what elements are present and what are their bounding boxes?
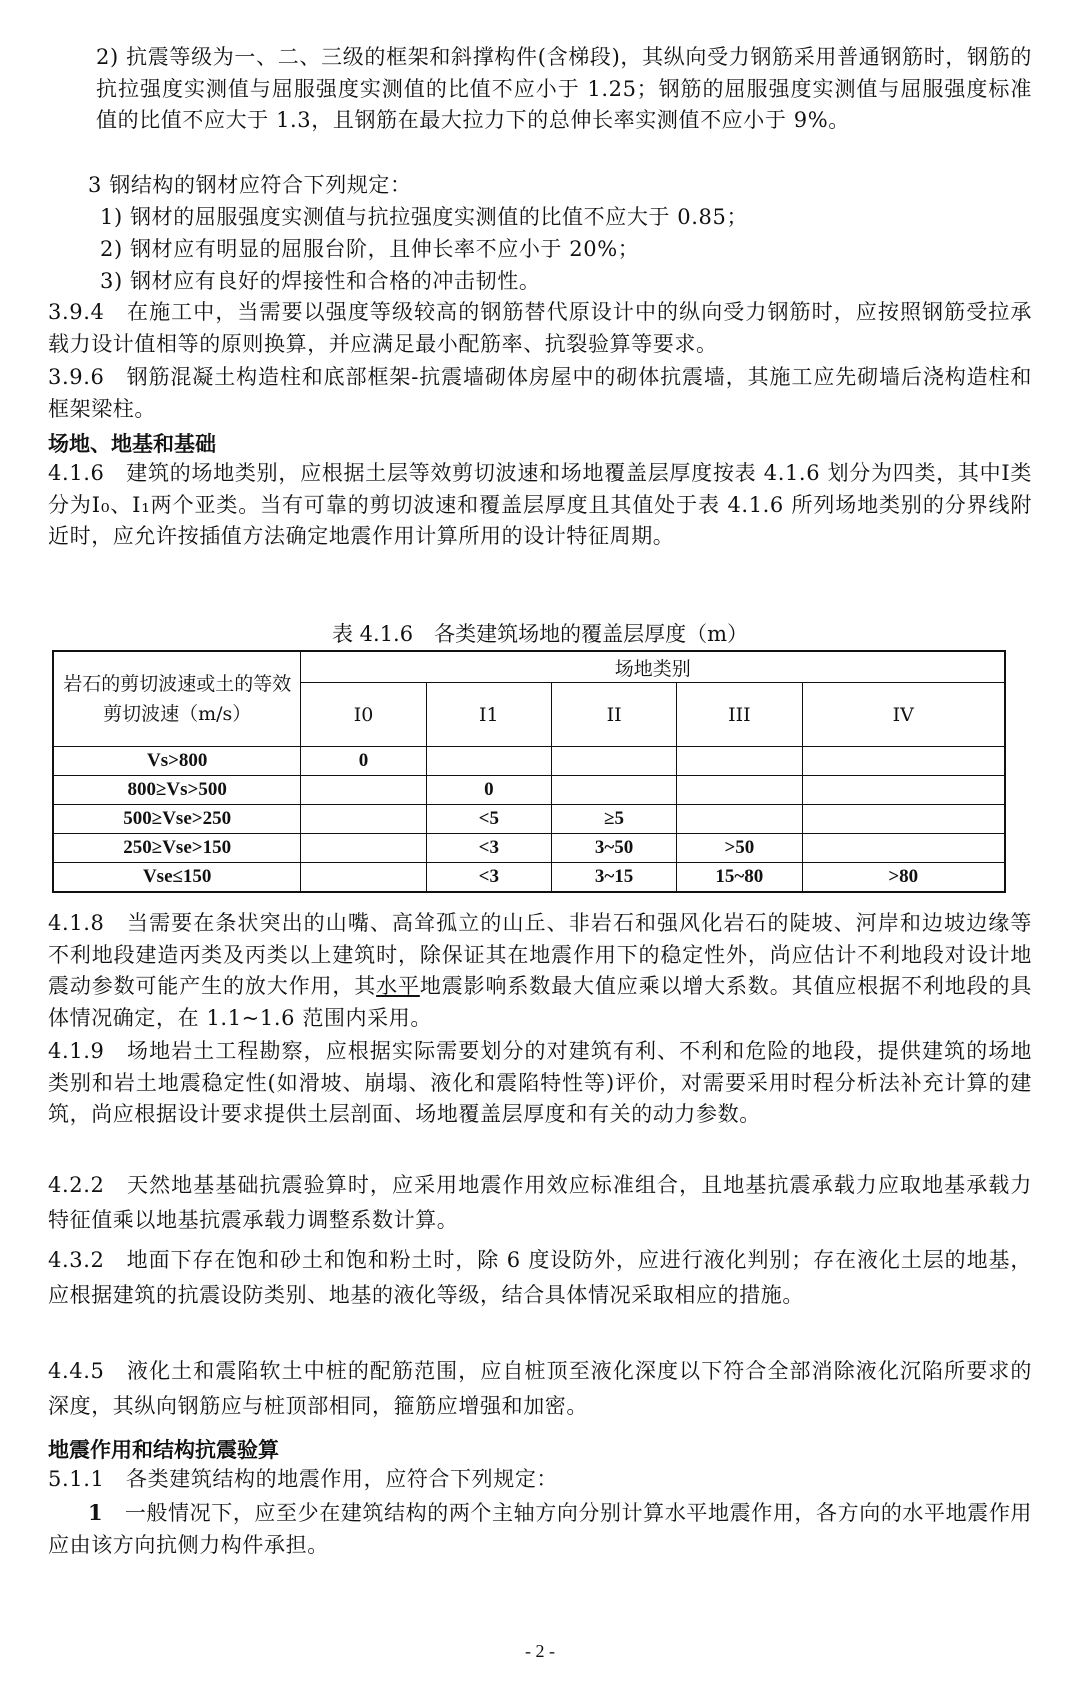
table-cell: <3 (426, 863, 551, 893)
row-header: 500≥Vse>250 (53, 805, 301, 834)
item-number: 1 (88, 1500, 104, 1525)
clause-3-1: 1) 钢材的屈服强度实测值与抗拉强度实测值的比值不应大于 0.85； (100, 205, 749, 229)
table-cell: <3 (426, 834, 551, 863)
row-header: 800≥Vs>500 (53, 776, 301, 805)
table-row (53, 747, 1005, 776)
clause-4-4-5: 4.4.5 液化土和震陷软土中桩的配筋范围，应自桩顶至液化深度以下符合全部消除液化沉陷所要求的深度，其纵向钢筋应与桩顶部相同，箍筋应增强和加密。 (48, 1359, 1032, 1418)
clause-4-1-6: 4.1.6 建筑的场地类别，应根据土层等效剪切波速和场地覆盖层厚度按表 4.1.6 划分为四类，其中Ⅰ类分为Ⅰ₀、Ⅰ₁两个亚类。当有可靠的剪切波速和覆盖层厚度且其值处于表 4.1.6 所列场地类别的分界线附近时，应允许按插值方法确定地震作用计算所用的设计特征周期。 (48, 461, 1032, 548)
table-cell (677, 747, 802, 776)
row-header: 250≥Vse>150 (53, 834, 301, 863)
page-number: - 2 - (525, 1641, 555, 1661)
table-caption: 表 4.1.6 各类建筑场地的覆盖层厚度（m） (331, 622, 749, 646)
table-corner-header: 岩石的剪切波速或土的等效剪切波速（m/s） (53, 651, 301, 747)
col-header: I1 (426, 683, 551, 747)
clause-3-9-4: 3.9.4 在施工中，当需要以强度等级较高的钢筋替代原设计中的纵向受力钢筋时，应按照钢筋受拉承载力设计值相等的原则换算，并应满足最小配筋率、抗裂验算等要求。 (48, 300, 1032, 356)
table-cell (677, 776, 802, 805)
clause-5-1-1: 5.1.1 各类建筑结构的地震作用，应符合下列规定： (48, 1467, 559, 1491)
table-cell: >50 (677, 834, 802, 863)
table-cell (551, 776, 676, 805)
section-heading-seismic: 地震作用和结构抗震验算 (48, 1438, 279, 1462)
item-text: 一般情况下，应至少在建筑结构的两个主轴方向分别计算水平地震作用，各方向的水平地震作用应由该方向抗侧力构件承担。 (48, 1501, 1033, 1557)
table-cell (426, 747, 551, 776)
row-header: Vs>800 (53, 747, 301, 776)
site-class-table (52, 650, 1006, 893)
table-cell: 0 (426, 776, 551, 805)
table-cell (301, 805, 426, 834)
table-row (53, 776, 1005, 805)
table-cell: 15~80 (677, 863, 802, 893)
table-cell: ≥5 (551, 805, 676, 834)
table-cell (677, 805, 802, 834)
col-header: I0 (301, 683, 426, 747)
clause-5-1-1-item-1 (48, 1497, 1032, 1561)
clause-3-steel: 3 钢结构的钢材应符合下列规定： (88, 173, 412, 197)
clause-3-2: 2) 钢材应有明显的屈服台阶，且伸长率不应小于 20%； (100, 237, 640, 261)
row-header: Vse≤150 (53, 863, 301, 893)
table-cell: 3~15 (551, 863, 676, 893)
table-cell (301, 834, 426, 863)
clause-2-rebar: 2) 抗震等级为一、二、三级的框架和斜撑构件(含梯段)，其纵向受力钢筋采用普通钢筋时，钢筋的抗拉强度实测值与屈服强度实测值的比值不应小于 1.25；钢筋的屈服强度实测值与屈服强度标准值的比值不应大于 1.3，且钢筋在最大拉力下的总伸长率实测值不应小于 9%。 (96, 45, 1032, 132)
table-cell: >80 (802, 863, 1005, 893)
table-cell: 3~50 (551, 834, 676, 863)
table-cell (551, 747, 676, 776)
table-row (53, 834, 1005, 863)
table-cell (802, 747, 1005, 776)
table-cell (802, 776, 1005, 805)
table-cell: <5 (426, 805, 551, 834)
clause-4-1-8-part2: 地震影响系数最大值应乘以增大系数。其值应根据不利地段的具体情况确定，在 1.1~1.6 范围内采用。 (48, 974, 1032, 1030)
section-heading-site: 场地、地基和基础 (48, 432, 216, 456)
table-cell (301, 863, 426, 893)
clause-4-3-2: 4.3.2 地面下存在饱和砂土和饱和粉土时，除 6 度设防外，应进行液化判别；存在液化土层的地基，应根据建筑的抗震设防类别、地基的液化等级，结合具体情况采取相应的措施。 (48, 1248, 1032, 1307)
clause-3-9-6: 3.9.6 钢筋混凝土构造柱和底部框架-抗震墙砌体房屋中的砌体抗震墙，其施工应先砌墙后浇构造柱和框架梁柱。 (48, 365, 1032, 421)
clause-4-1-8 (48, 908, 1032, 1034)
table-row (53, 805, 1005, 834)
clause-4-2-2: 4.2.2 天然地基基础抗震验算时，应采用地震作用效应标准组合，且地基抗震承载力应取地基承载力特征值乘以地基抗震承载力调整系数计算。 (48, 1173, 1032, 1232)
col-header: III (677, 683, 802, 747)
table-cell (301, 776, 426, 805)
col-header: IV (802, 683, 1005, 747)
clause-4-1-8-part1: 4.1.8 当需要在条状突出的山嘴、高耸孤立的山丘、非岩石和强风化岩石的陡坡、河岸和边坡边缘等不利地段建造丙类及丙类以上建筑时，除保证其在地震作用下的稳定性外，尚应估计不利地段对设计地震动参数可能产生的放大作用，其 (48, 911, 1032, 998)
col-header: II (551, 683, 676, 747)
table-cell (802, 834, 1005, 863)
table-row (53, 863, 1005, 893)
table-cell: 0 (301, 747, 426, 776)
clause-4-1-8-underlined: 水平 (376, 974, 420, 998)
table-cell (802, 805, 1005, 834)
clause-3-3: 3) 钢材应有良好的焊接性和合格的冲击韧性。 (100, 269, 541, 293)
table-group-header: 场地类别 (301, 651, 1005, 683)
clause-4-1-9: 4.1.9 场地岩土工程勘察，应根据实际需要划分的对建筑有利、不利和危险的地段，提供建筑的场地类别和岩土地震稳定性(如滑坡、崩塌、液化和震陷特性等)评价，对需要采用时程分析法补充计算的建筑，尚应根据设计要求提供土层剖面、场地覆盖层厚度和有关的动力参数。 (48, 1039, 1032, 1126)
